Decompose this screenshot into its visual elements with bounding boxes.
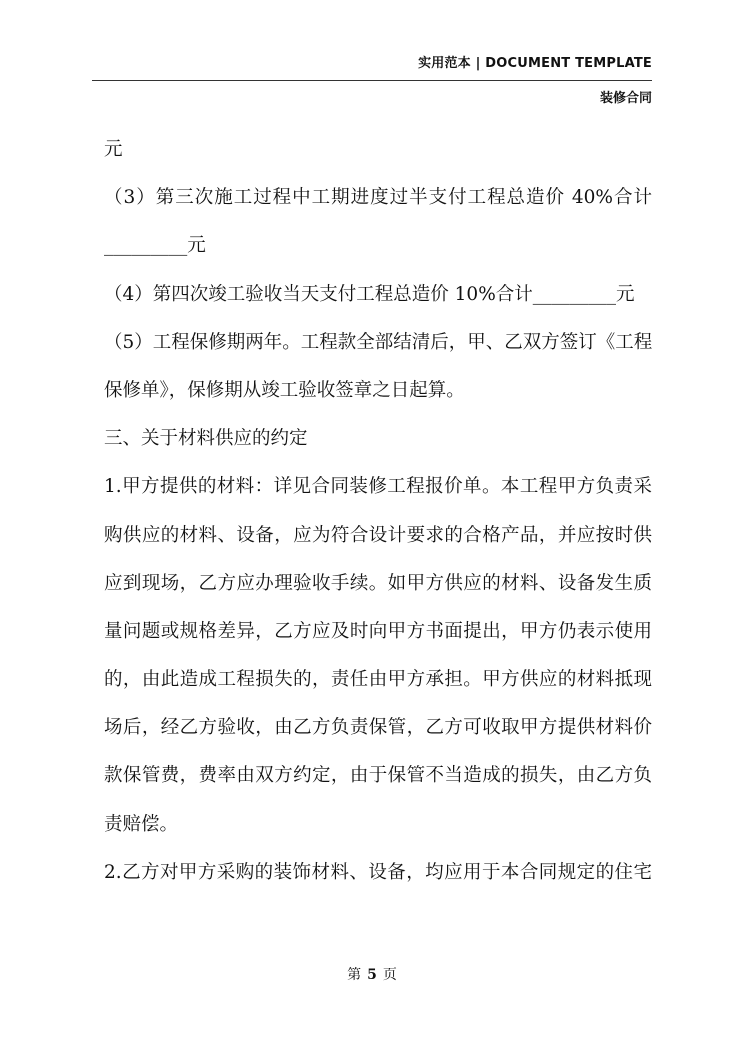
body-line: 责赔偿。 bbox=[104, 813, 179, 835]
body-line: 的，由此造成工程损失的，责任由甲方承担。甲方供应的材料抵现 bbox=[104, 669, 652, 691]
body-line: 三、关于材料供应的约定 bbox=[104, 428, 308, 450]
body-line: （4）第四次竣工验收当天支付工程总造价 10%合计_________元 bbox=[104, 283, 635, 305]
body-line: 量问题或规格差异，乙方应及时向甲方书面提出，甲方仍表示使用 bbox=[104, 620, 652, 642]
body-line: 保修单》，保修期从竣工验收签章之日起算。 bbox=[104, 379, 465, 401]
footer-suffix: 页 bbox=[382, 967, 397, 983]
header-title: 实用范本 | DOCUMENT TEMPLATE bbox=[418, 56, 652, 71]
footer-prefix: 第 bbox=[347, 967, 362, 983]
page-footer bbox=[0, 964, 744, 984]
body-line: 场后，经乙方验收，由乙方负责保管，乙方可收取甲方提供材料价 bbox=[104, 717, 652, 739]
body-line: 2.乙方对甲方采购的装饰材料、设备，均应用于本合同规定的住宅 bbox=[104, 861, 652, 883]
body-line: 购供应的材料、设备，应为符合设计要求的合格产品，并应按时供 bbox=[104, 524, 652, 546]
body-line: （3）第三次施工过程中工期进度过半支付工程总造价 40%合计 bbox=[104, 187, 652, 209]
body-line: （5）工程保修期两年。工程款全部结清后，甲、乙双方签订《工程 bbox=[104, 331, 652, 353]
document-body bbox=[104, 138, 652, 909]
header-subtitle: 装修合同 bbox=[599, 91, 652, 106]
body-line: 应到现场，乙方应办理验收手续。如甲方供应的材料、设备发生质 bbox=[104, 572, 652, 594]
body-line: 1.甲方提供的材料：详见合同装修工程报价单。本工程甲方负责采 bbox=[104, 476, 652, 498]
body-line: 款保管费，费率由双方约定，由于保管不当造成的损失，由乙方负 bbox=[104, 765, 652, 787]
header-divider bbox=[92, 80, 652, 81]
page-number: 5 bbox=[367, 967, 377, 983]
body-line: 元 bbox=[104, 139, 123, 160]
body-line: _________元 bbox=[104, 235, 206, 257]
